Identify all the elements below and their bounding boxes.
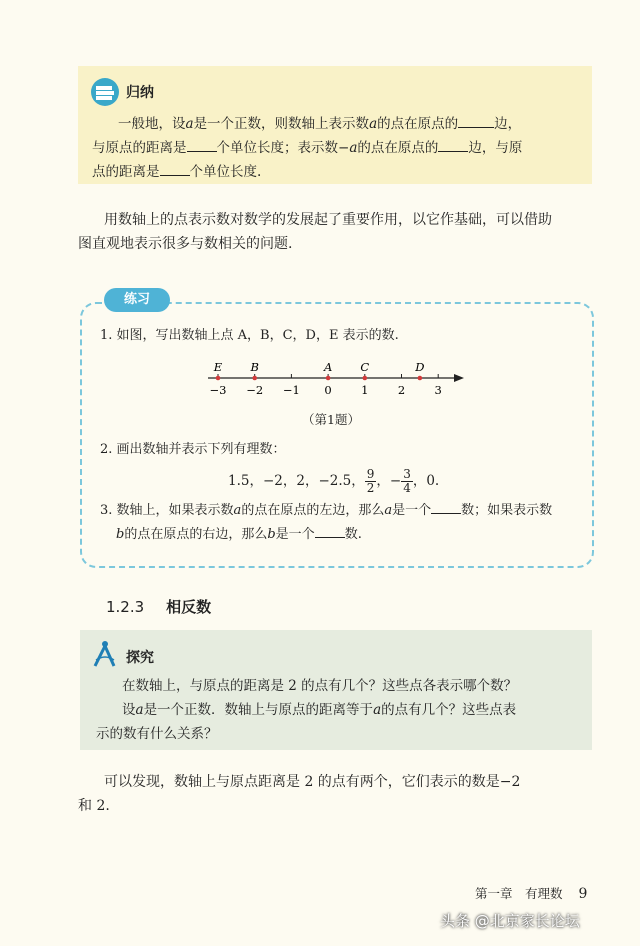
section-number: 1.2.3 xyxy=(106,598,145,616)
axis-point-label: A xyxy=(323,360,333,374)
fraction: $\frac{3}{4}$ xyxy=(403,467,411,495)
practice-tag: 练习 xyxy=(104,288,170,312)
intro-line-2: 图直观地表示很多与数相关的问题. xyxy=(78,236,293,252)
axis-tick-label: 3 xyxy=(434,383,442,397)
axis-point-a xyxy=(326,376,331,381)
section-heading xyxy=(106,596,211,617)
explore-line-2: 设a是一个正数．数轴上与原点的距离等于a的点有几个？这些点表 xyxy=(122,702,517,718)
section-title: 相反数 xyxy=(166,598,212,616)
compass-icon xyxy=(92,640,118,668)
axis-point-c xyxy=(363,376,368,381)
practice-question-3-line-1: 3. 数轴上，如果表示数a的点在原点的左边，那么a是一个 数；如果表示数 xyxy=(100,500,552,521)
practice-question-3-line-2: b的点在原点的右边，那么b是一个 数. xyxy=(116,524,362,545)
axis-point-label: D xyxy=(415,360,425,374)
summary-line-1: 一般地，设a是一个正数，则数轴上表示数a的点在原点的 边， xyxy=(118,116,522,132)
axis-point-b xyxy=(252,376,257,381)
axis-tick-label: −2 xyxy=(246,383,264,397)
summary-title: 归纳 xyxy=(126,85,154,101)
axis-tick-label: 1 xyxy=(361,383,369,397)
explore-title: 探究 xyxy=(126,650,154,666)
number-line xyxy=(200,358,470,402)
axis-tick-label: −3 xyxy=(209,383,227,397)
practice-question-2: 2. 画出数轴并表示下列有理数： xyxy=(100,442,286,457)
answer-blank[interactable] xyxy=(431,500,461,514)
answer-blank[interactable] xyxy=(315,524,345,538)
page-footer xyxy=(475,884,587,902)
rational-list: 1.5，−2，2，−2.5， $\frac{9}{2}$ ，− $\frac{3}{4}$ ，0. xyxy=(228,467,440,495)
conclusion-line-2: 和 2. xyxy=(78,798,110,814)
axis-point-label: B xyxy=(250,360,259,374)
explore-line-1: 在数轴上，与原点的距离是 2 的点有几个？这些点各表示哪个数？ xyxy=(122,678,518,694)
axis-tick-label: 0 xyxy=(324,383,332,397)
summary-line-2: 与原点的距离是 个单位长度；表示数−a的点在原点的 边，与原 xyxy=(92,140,523,156)
figure-caption: （第1题） xyxy=(302,412,360,427)
axis-point-label: E xyxy=(213,360,223,374)
axis-point-d xyxy=(418,376,423,381)
explore-line-3: 示的数有什么关系？ xyxy=(96,726,218,742)
answer-blank[interactable] xyxy=(187,138,217,152)
axis-point-label: C xyxy=(360,360,370,374)
answer-blank[interactable] xyxy=(160,162,190,176)
intro-line-1: 用数轴上的点表示数对数学的发展起了重要作用，以它作基础，可以借助 xyxy=(104,212,552,228)
summary-line-3: 点的距离是 个单位长度. xyxy=(92,164,262,180)
page-number: 9 xyxy=(578,886,588,902)
chapter-label: 第一章 有理数 xyxy=(475,886,563,901)
fraction: $\frac{9}{2}$ xyxy=(366,467,375,495)
axis-tick-label: 2 xyxy=(397,383,406,397)
practice-question-1: 1. 如图，写出数轴上点 A，B，C，D，E 表示的数. xyxy=(100,328,399,343)
conclusion-line-1: 可以发现，数轴上与原点距离是 2 的点有两个，它们表示的数是−2 xyxy=(104,774,521,790)
answer-blank[interactable] xyxy=(458,114,494,128)
answer-blank[interactable] xyxy=(438,138,468,152)
axis-point-e xyxy=(216,376,221,381)
axis-tick-label: −1 xyxy=(282,383,300,397)
books-icon xyxy=(90,77,120,107)
watermark: 头条 @北京家长论坛 xyxy=(440,912,580,930)
